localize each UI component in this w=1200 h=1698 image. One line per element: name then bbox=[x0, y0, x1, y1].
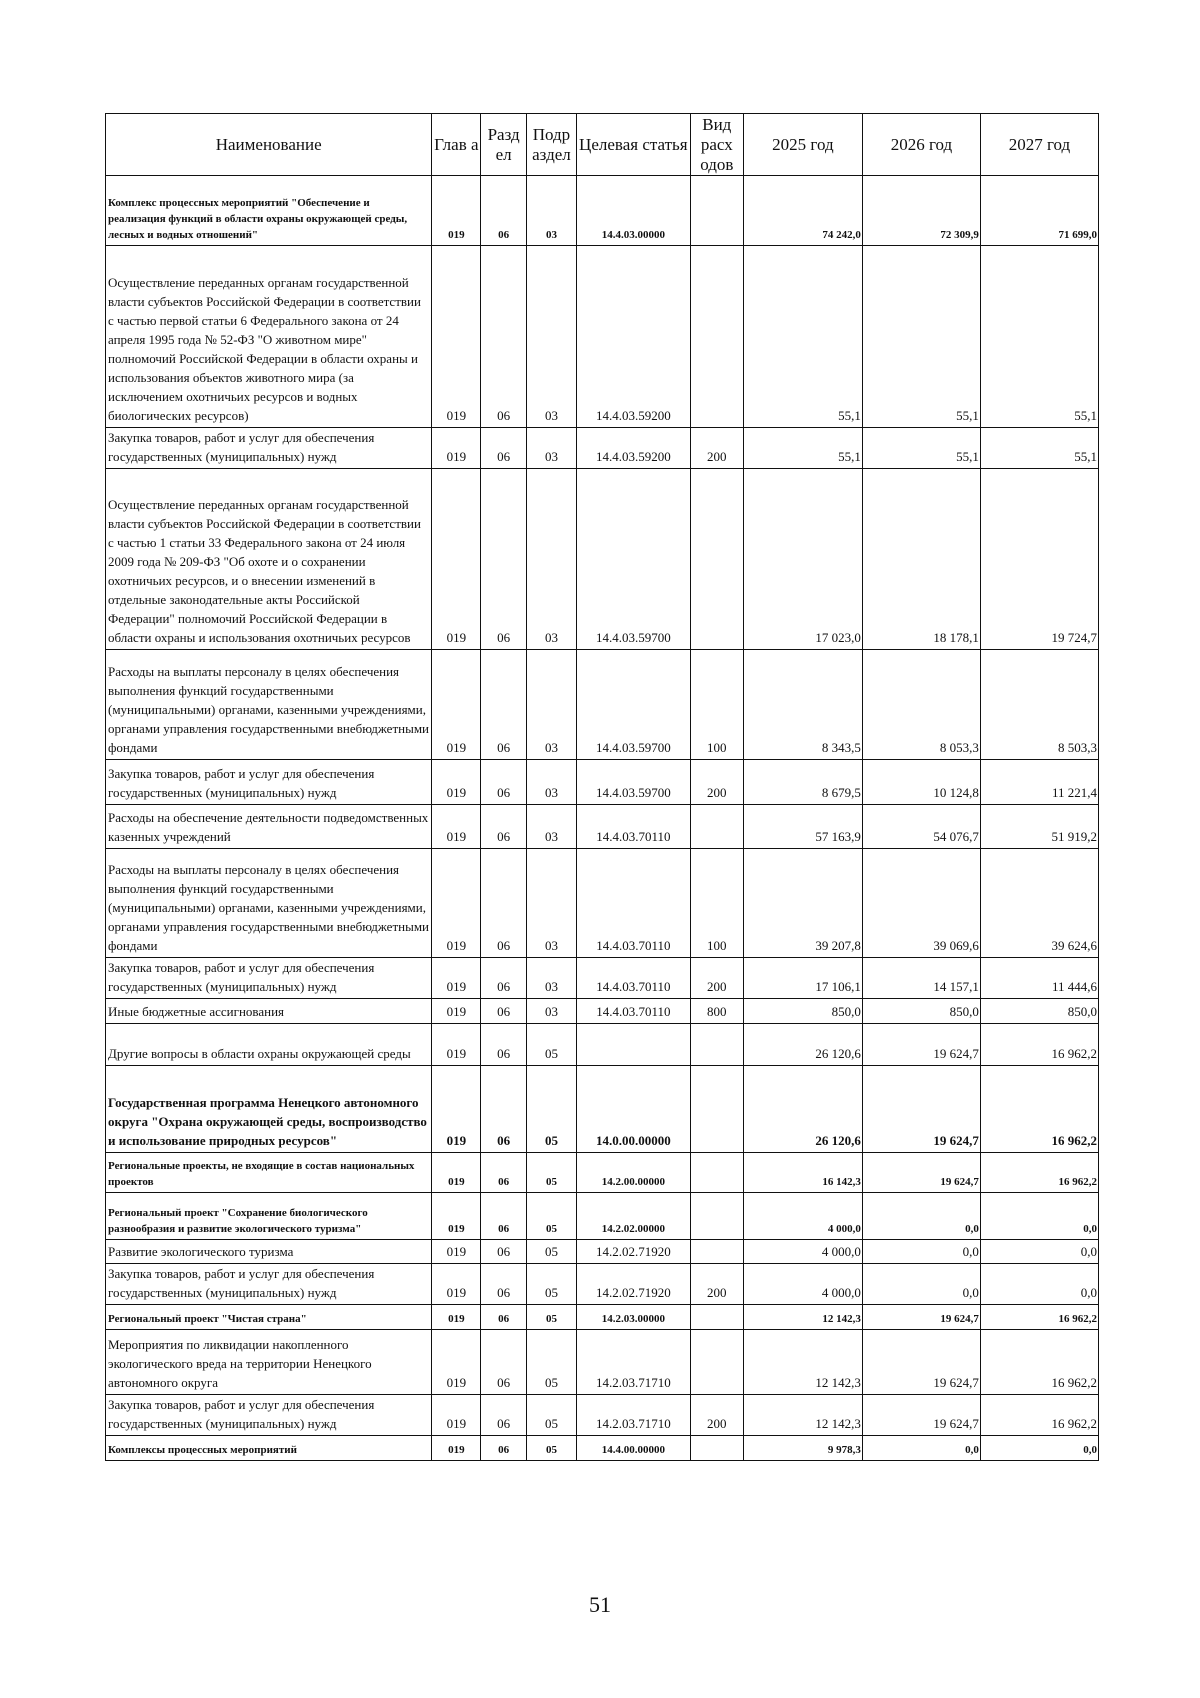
cell-razdel: 06 bbox=[481, 1240, 527, 1264]
cell-y2025: 12 142,3 bbox=[743, 1305, 862, 1330]
cell-glava: 019 bbox=[432, 428, 481, 469]
header-name: Наименование bbox=[106, 114, 432, 176]
cell-podrazdel: 05 bbox=[526, 1395, 576, 1436]
table-row bbox=[106, 1193, 1099, 1240]
cell-razdel: 06 bbox=[481, 1024, 527, 1066]
cell-razdel: 06 bbox=[481, 849, 527, 958]
cell-name: Комплексы процессных мероприятий bbox=[106, 1436, 432, 1461]
cell-glava: 019 bbox=[432, 1395, 481, 1436]
table-row bbox=[106, 999, 1099, 1024]
cell-glava: 019 bbox=[432, 849, 481, 958]
cell-celevaya: 14.2.03.00000 bbox=[576, 1305, 690, 1330]
cell-vid bbox=[690, 1436, 743, 1461]
table-row bbox=[106, 1330, 1099, 1395]
cell-y2025: 4 000,0 bbox=[743, 1264, 862, 1305]
cell-y2026: 39 069,6 bbox=[862, 849, 980, 958]
cell-y2026: 55,1 bbox=[862, 246, 980, 428]
cell-vid: 200 bbox=[690, 428, 743, 469]
cell-y2026: 14 157,1 bbox=[862, 958, 980, 999]
cell-razdel: 06 bbox=[481, 1436, 527, 1461]
cell-podrazdel: 05 bbox=[526, 1193, 576, 1240]
cell-razdel: 06 bbox=[481, 958, 527, 999]
cell-razdel: 06 bbox=[481, 469, 527, 650]
cell-y2027: 71 699,0 bbox=[980, 176, 1098, 246]
cell-glava: 019 bbox=[432, 999, 481, 1024]
header-2026: 2026 год bbox=[862, 114, 980, 176]
header-vid: Вид расх одов bbox=[690, 114, 743, 176]
header-2027: 2027 год bbox=[980, 114, 1098, 176]
cell-name: Расходы на выплаты персоналу в целях обеспечения выполнения функций государственными (муниципальными) органами, казенными учреждениями, органами управления государственными внебюджетными фондами bbox=[106, 650, 432, 760]
cell-glava: 019 bbox=[432, 650, 481, 760]
cell-y2026: 72 309,9 bbox=[862, 176, 980, 246]
cell-y2026: 850,0 bbox=[862, 999, 980, 1024]
cell-y2027: 16 962,2 bbox=[980, 1330, 1098, 1395]
cell-podrazdel: 05 bbox=[526, 1153, 576, 1193]
header-2025: 2025 год bbox=[743, 114, 862, 176]
table-row bbox=[106, 1153, 1099, 1193]
cell-name: Осуществление переданных органам государственной власти субъектов Российской Федерации в соответствии с частью 1 статьи 33 Федерального закона от 24 июля 2009 года № 209-ФЗ "Об охоте и о сохранении охотничьих ресурсов, и о внесении изменений в отдельные законодательные акты Российской Федерации" полномочий Российской Федерации в области охраны и использования охотничьих ресурсов bbox=[106, 469, 432, 650]
table-row bbox=[106, 805, 1099, 849]
cell-razdel: 06 bbox=[481, 1153, 527, 1193]
cell-y2026: 55,1 bbox=[862, 428, 980, 469]
cell-y2027: 16 962,2 bbox=[980, 1066, 1098, 1153]
cell-y2027: 0,0 bbox=[980, 1193, 1098, 1240]
cell-vid bbox=[690, 1066, 743, 1153]
cell-y2025: 16 142,3 bbox=[743, 1153, 862, 1193]
table-row bbox=[106, 1066, 1099, 1153]
table-row bbox=[106, 650, 1099, 760]
cell-podrazdel: 03 bbox=[526, 428, 576, 469]
cell-glava: 019 bbox=[432, 1193, 481, 1240]
cell-y2026: 19 624,7 bbox=[862, 1024, 980, 1066]
cell-celevaya: 14.4.03.70110 bbox=[576, 849, 690, 958]
cell-podrazdel: 05 bbox=[526, 1264, 576, 1305]
cell-razdel: 06 bbox=[481, 1330, 527, 1395]
table-header-row bbox=[106, 114, 1099, 176]
table-row bbox=[106, 849, 1099, 958]
cell-glava: 019 bbox=[432, 469, 481, 650]
cell-y2025: 8 679,5 bbox=[743, 760, 862, 805]
cell-podrazdel: 03 bbox=[526, 176, 576, 246]
cell-podrazdel: 05 bbox=[526, 1305, 576, 1330]
header-razdel: Разд ел bbox=[481, 114, 527, 176]
cell-name: Расходы на выплаты персоналу в целях обеспечения выполнения функций государственными (муниципальными) органами, казенными учреждениями, органами управления государственными внебюджетными фондами bbox=[106, 849, 432, 958]
cell-y2025: 8 343,5 bbox=[743, 650, 862, 760]
cell-razdel: 06 bbox=[481, 760, 527, 805]
cell-vid bbox=[690, 1193, 743, 1240]
cell-celevaya: 14.4.03.59200 bbox=[576, 246, 690, 428]
cell-podrazdel: 05 bbox=[526, 1436, 576, 1461]
cell-y2027: 16 962,2 bbox=[980, 1395, 1098, 1436]
cell-podrazdel: 03 bbox=[526, 958, 576, 999]
cell-celevaya: 14.2.03.71710 bbox=[576, 1330, 690, 1395]
cell-razdel: 06 bbox=[481, 650, 527, 760]
cell-celevaya: 14.2.02.00000 bbox=[576, 1193, 690, 1240]
cell-y2025: 12 142,3 bbox=[743, 1395, 862, 1436]
cell-y2027: 11 221,4 bbox=[980, 760, 1098, 805]
table-row bbox=[106, 246, 1099, 428]
cell-y2025: 17 023,0 bbox=[743, 469, 862, 650]
header-podrazdel: Подр аздел bbox=[526, 114, 576, 176]
cell-vid bbox=[690, 1330, 743, 1395]
header-celevaya: Целевая статья bbox=[576, 114, 690, 176]
cell-razdel: 06 bbox=[481, 176, 527, 246]
cell-y2027: 8 503,3 bbox=[980, 650, 1098, 760]
cell-glava: 019 bbox=[432, 1024, 481, 1066]
cell-y2026: 19 624,7 bbox=[862, 1330, 980, 1395]
cell-razdel: 06 bbox=[481, 428, 527, 469]
cell-vid bbox=[690, 246, 743, 428]
cell-vid: 200 bbox=[690, 1264, 743, 1305]
cell-vid: 100 bbox=[690, 650, 743, 760]
cell-glava: 019 bbox=[432, 1264, 481, 1305]
cell-glava: 019 bbox=[432, 760, 481, 805]
cell-y2025: 850,0 bbox=[743, 999, 862, 1024]
cell-razdel: 06 bbox=[481, 805, 527, 849]
cell-y2027: 0,0 bbox=[980, 1264, 1098, 1305]
table-row bbox=[106, 1395, 1099, 1436]
cell-vid: 200 bbox=[690, 958, 743, 999]
cell-vid: 800 bbox=[690, 999, 743, 1024]
table-row bbox=[106, 1024, 1099, 1066]
cell-name: Расходы на обеспечение деятельности подведомственных казенных учреждений bbox=[106, 805, 432, 849]
cell-celevaya: 14.4.03.70110 bbox=[576, 999, 690, 1024]
cell-glava: 019 bbox=[432, 1436, 481, 1461]
cell-y2026: 19 624,7 bbox=[862, 1066, 980, 1153]
cell-y2026: 0,0 bbox=[862, 1436, 980, 1461]
cell-y2026: 19 624,7 bbox=[862, 1153, 980, 1193]
cell-celevaya: 14.4.00.00000 bbox=[576, 1436, 690, 1461]
cell-y2025: 74 242,0 bbox=[743, 176, 862, 246]
cell-y2027: 0,0 bbox=[980, 1240, 1098, 1264]
cell-razdel: 06 bbox=[481, 1305, 527, 1330]
cell-razdel: 06 bbox=[481, 1066, 527, 1153]
cell-celevaya: 14.2.02.71920 bbox=[576, 1264, 690, 1305]
cell-glava: 019 bbox=[432, 958, 481, 999]
cell-name: Закупка товаров, работ и услуг для обеспечения государственных (муниципальных) нужд bbox=[106, 428, 432, 469]
cell-podrazdel: 03 bbox=[526, 849, 576, 958]
cell-y2025: 26 120,6 bbox=[743, 1024, 862, 1066]
cell-y2026: 19 624,7 bbox=[862, 1305, 980, 1330]
cell-name: Комплекс процессных мероприятий "Обеспечение и реализация функций в области охраны окружающей среды, лесных и водных отношений" bbox=[106, 176, 432, 246]
cell-celevaya: 14.4.03.59200 bbox=[576, 428, 690, 469]
table-row bbox=[106, 1264, 1099, 1305]
cell-name: Закупка товаров, работ и услуг для обеспечения государственных (муниципальных) нужд bbox=[106, 1395, 432, 1436]
table-row bbox=[106, 1240, 1099, 1264]
cell-y2025: 4 000,0 bbox=[743, 1193, 862, 1240]
cell-y2027: 0,0 bbox=[980, 1436, 1098, 1461]
cell-y2026: 54 076,7 bbox=[862, 805, 980, 849]
cell-glava: 019 bbox=[432, 1330, 481, 1395]
table-row bbox=[106, 958, 1099, 999]
cell-celevaya: 14.2.00.00000 bbox=[576, 1153, 690, 1193]
cell-y2027: 51 919,2 bbox=[980, 805, 1098, 849]
cell-name: Иные бюджетные ассигнования bbox=[106, 999, 432, 1024]
cell-glava: 019 bbox=[432, 1305, 481, 1330]
cell-y2025: 9 978,3 bbox=[743, 1436, 862, 1461]
cell-glava: 019 bbox=[432, 1153, 481, 1193]
cell-podrazdel: 05 bbox=[526, 1024, 576, 1066]
cell-y2027: 16 962,2 bbox=[980, 1305, 1098, 1330]
cell-y2027: 19 724,7 bbox=[980, 469, 1098, 650]
cell-vid bbox=[690, 805, 743, 849]
cell-y2026: 19 624,7 bbox=[862, 1395, 980, 1436]
cell-y2025: 39 207,8 bbox=[743, 849, 862, 958]
cell-razdel: 06 bbox=[481, 1193, 527, 1240]
cell-podrazdel: 05 bbox=[526, 1066, 576, 1153]
cell-vid bbox=[690, 1240, 743, 1264]
cell-podrazdel: 03 bbox=[526, 805, 576, 849]
cell-y2027: 39 624,6 bbox=[980, 849, 1098, 958]
cell-vid: 200 bbox=[690, 1395, 743, 1436]
table-row bbox=[106, 1305, 1099, 1330]
table-body bbox=[106, 176, 1099, 1461]
cell-vid bbox=[690, 1024, 743, 1066]
cell-vid bbox=[690, 469, 743, 650]
cell-celevaya: 14.4.03.59700 bbox=[576, 469, 690, 650]
cell-y2027: 55,1 bbox=[980, 246, 1098, 428]
page-number: 51 bbox=[589, 1592, 611, 1617]
cell-podrazdel: 03 bbox=[526, 650, 576, 760]
cell-y2027: 11 444,6 bbox=[980, 958, 1098, 999]
cell-podrazdel: 03 bbox=[526, 469, 576, 650]
cell-razdel: 06 bbox=[481, 1264, 527, 1305]
cell-celevaya: 14.2.03.71710 bbox=[576, 1395, 690, 1436]
cell-y2025: 4 000,0 bbox=[743, 1240, 862, 1264]
budget-table bbox=[105, 113, 1099, 1461]
cell-celevaya: 14.4.03.70110 bbox=[576, 805, 690, 849]
cell-y2026: 10 124,8 bbox=[862, 760, 980, 805]
cell-podrazdel: 05 bbox=[526, 1330, 576, 1395]
cell-name: Другие вопросы в области охраны окружающей среды bbox=[106, 1024, 432, 1066]
cell-razdel: 06 bbox=[481, 1395, 527, 1436]
cell-vid: 200 bbox=[690, 760, 743, 805]
cell-glava: 019 bbox=[432, 805, 481, 849]
cell-vid: 100 bbox=[690, 849, 743, 958]
cell-glava: 019 bbox=[432, 176, 481, 246]
cell-glava: 019 bbox=[432, 1066, 481, 1153]
cell-y2026: 0,0 bbox=[862, 1240, 980, 1264]
cell-y2027: 16 962,2 bbox=[980, 1024, 1098, 1066]
table-row bbox=[106, 760, 1099, 805]
header-glava: Глав а bbox=[432, 114, 481, 176]
cell-podrazdel: 03 bbox=[526, 246, 576, 428]
cell-razdel: 06 bbox=[481, 999, 527, 1024]
cell-name: Закупка товаров, работ и услуг для обеспечения государственных (муниципальных) нужд bbox=[106, 958, 432, 999]
cell-y2025: 17 106,1 bbox=[743, 958, 862, 999]
cell-vid bbox=[690, 176, 743, 246]
cell-celevaya: 14.4.03.59700 bbox=[576, 650, 690, 760]
cell-name: Закупка товаров, работ и услуг для обеспечения государственных (муниципальных) нужд bbox=[106, 1264, 432, 1305]
cell-celevaya bbox=[576, 1024, 690, 1066]
cell-y2026: 8 053,3 bbox=[862, 650, 980, 760]
cell-y2027: 16 962,2 bbox=[980, 1153, 1098, 1193]
cell-y2025: 12 142,3 bbox=[743, 1330, 862, 1395]
cell-glava: 019 bbox=[432, 1240, 481, 1264]
cell-razdel: 06 bbox=[481, 246, 527, 428]
cell-y2025: 57 163,9 bbox=[743, 805, 862, 849]
cell-y2025: 55,1 bbox=[743, 246, 862, 428]
cell-celevaya: 14.4.03.70110 bbox=[576, 958, 690, 999]
cell-celevaya: 14.2.02.71920 bbox=[576, 1240, 690, 1264]
cell-celevaya: 14.4.03.00000 bbox=[576, 176, 690, 246]
cell-podrazdel: 05 bbox=[526, 1240, 576, 1264]
cell-name: Государственная программа Ненецкого автономного округа "Охрана окружающей среды, воспроизводство и использование природных ресурсов" bbox=[106, 1066, 432, 1153]
table-row bbox=[106, 469, 1099, 650]
cell-y2026: 18 178,1 bbox=[862, 469, 980, 650]
cell-name: Региональный проект "Сохранение биологического разнообразия и развитие экологического туризма" bbox=[106, 1193, 432, 1240]
cell-celevaya: 14.0.00.00000 bbox=[576, 1066, 690, 1153]
cell-name: Закупка товаров, работ и услуг для обеспечения государственных (муниципальных) нужд bbox=[106, 760, 432, 805]
cell-celevaya: 14.4.03.59700 bbox=[576, 760, 690, 805]
cell-vid bbox=[690, 1305, 743, 1330]
cell-vid bbox=[690, 1153, 743, 1193]
cell-y2027: 55,1 bbox=[980, 428, 1098, 469]
cell-y2026: 0,0 bbox=[862, 1264, 980, 1305]
cell-name: Мероприятия по ликвидации накопленного экологического вреда на территории Ненецкого автономного округа bbox=[106, 1330, 432, 1395]
cell-y2026: 0,0 bbox=[862, 1193, 980, 1240]
cell-podrazdel: 03 bbox=[526, 760, 576, 805]
cell-name: Развитие экологического туризма bbox=[106, 1240, 432, 1264]
cell-podrazdel: 03 bbox=[526, 999, 576, 1024]
cell-y2025: 26 120,6 bbox=[743, 1066, 862, 1153]
cell-y2025: 55,1 bbox=[743, 428, 862, 469]
cell-name: Осуществление переданных органам государственной власти субъектов Российской Федерации в соответствии с частью первой статьи 6 Федерального закона от 24 апреля 1995 года № 52-ФЗ "О животном мире" полномочий Российской Федерации в области охраны и использования объектов животного мира (за исключением охотничьих ресурсов и водных биологических ресурсов) bbox=[106, 246, 432, 428]
cell-y2027: 850,0 bbox=[980, 999, 1098, 1024]
cell-name: Региональный проект "Чистая страна" bbox=[106, 1305, 432, 1330]
cell-name: Региональные проекты, не входящие в состав национальных проектов bbox=[106, 1153, 432, 1193]
table-row bbox=[106, 1436, 1099, 1461]
table-row bbox=[106, 428, 1099, 469]
cell-glava: 019 bbox=[432, 246, 481, 428]
table-row bbox=[106, 176, 1099, 246]
